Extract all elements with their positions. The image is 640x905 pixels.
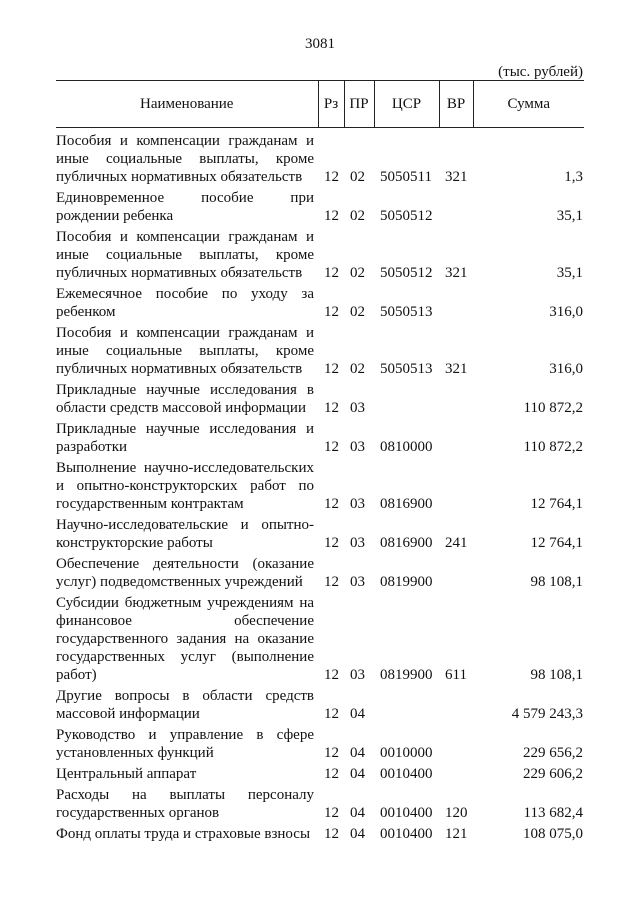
cell-sum: 35,1 <box>556 265 583 281</box>
cell-rz: 12 <box>324 745 339 761</box>
cell-pr: 04 <box>350 745 365 761</box>
cell-csr: 5050512 <box>380 265 433 281</box>
cell-pr: 03 <box>350 574 365 590</box>
cell-name: Пособия и компенсации гражданам и иные социальные выплаты, кроме публичных нормативных обязательств <box>56 133 314 185</box>
header-name: Наименование <box>56 81 318 128</box>
cell-pr: 04 <box>350 805 365 821</box>
cell-rz: 12 <box>324 400 339 416</box>
cell-csr: 0010400 <box>380 805 433 821</box>
cell-name: Центральный аппарат <box>56 766 197 782</box>
table-body <box>56 128 584 847</box>
cell-name: Обеспечение деятельности (оказание услуг) подведомственных учреждений <box>56 556 314 590</box>
cell-csr: 0816900 <box>380 496 433 512</box>
cell-name: Выполнение научно-исследовательских и опытно-конструкторских работ по государственным контрактам <box>56 460 314 512</box>
cell-vr: 611 <box>445 667 467 683</box>
table-row <box>56 189 584 228</box>
cell-sum: 12 764,1 <box>530 535 583 551</box>
cell-vr: 321 <box>445 265 468 281</box>
cell-vr: 120 <box>445 805 468 821</box>
cell-vr <box>439 381 473 420</box>
cell-name: Субсидии бюджетным учреждениям на финансовое обеспечение государственного задания на оказание государственных услуг (выполнение работ) <box>56 595 314 683</box>
cell-csr: 0010000 <box>380 745 433 761</box>
cell-vr: 321 <box>445 361 468 377</box>
cell-csr: 5050513 <box>380 304 433 320</box>
cell-name: Пособия и компенсации гражданам и иные социальные выплаты, кроме публичных нормативных обязательств <box>56 229 314 281</box>
header-pr: ПР <box>344 81 374 128</box>
cell-vr <box>439 555 473 594</box>
cell-sum: 229 656,2 <box>523 745 583 761</box>
cell-csr: 0010400 <box>380 766 433 782</box>
cell-pr: 04 <box>350 706 365 722</box>
cell-vr <box>439 687 473 726</box>
page-number: 3081 <box>305 36 335 52</box>
table-row <box>56 825 584 846</box>
cell-pr: 03 <box>350 667 365 683</box>
cell-csr <box>374 381 439 420</box>
cell-sum: 1,3 <box>564 169 583 185</box>
cell-csr: 5050513 <box>380 361 433 377</box>
cell-rz: 12 <box>324 169 339 185</box>
cell-vr <box>439 285 473 324</box>
cell-sum: 35,1 <box>556 208 583 224</box>
cell-rz: 12 <box>324 496 339 512</box>
cell-name: Другие вопросы в области средств массовой информации <box>56 688 314 722</box>
table-row <box>56 381 584 420</box>
table-row <box>56 128 584 190</box>
cell-sum: 110 872,2 <box>523 439 583 455</box>
header-vr: ВР <box>439 81 473 128</box>
cell-name: Прикладные научные исследования и разработки <box>56 421 314 455</box>
cell-vr <box>439 420 473 459</box>
cell-vr <box>439 189 473 228</box>
table-row <box>56 285 584 324</box>
cell-name: Расходы на выплаты персоналу государственных органов <box>56 787 314 821</box>
cell-vr <box>439 726 473 765</box>
cell-vr: 321 <box>445 169 468 185</box>
header-csr: ЦСР <box>374 81 439 128</box>
cell-sum: 98 108,1 <box>530 574 583 590</box>
cell-name: Фонд оплаты труда и страховые взносы <box>56 826 311 842</box>
cell-sum: 229 606,2 <box>523 766 583 782</box>
cell-rz: 12 <box>324 574 339 590</box>
cell-pr: 04 <box>350 766 365 782</box>
cell-pr: 02 <box>350 208 365 224</box>
cell-csr <box>374 687 439 726</box>
table-row <box>56 726 584 765</box>
cell-csr: 0810000 <box>380 439 433 455</box>
table-row <box>56 459 584 516</box>
cell-rz: 12 <box>324 439 339 455</box>
header-rz: Рз <box>318 81 344 128</box>
table-row <box>56 687 584 726</box>
cell-vr: 241 <box>445 535 468 551</box>
cell-pr: 03 <box>350 400 365 416</box>
cell-sum: 12 764,1 <box>530 496 583 512</box>
cell-csr: 0819900 <box>380 574 433 590</box>
cell-rz: 12 <box>324 766 339 782</box>
cell-pr: 02 <box>350 169 365 185</box>
cell-csr: 5050512 <box>380 208 433 224</box>
cell-csr: 0816900 <box>380 535 433 551</box>
cell-pr: 03 <box>350 496 365 512</box>
cell-vr: 121 <box>445 826 468 842</box>
cell-vr <box>439 459 473 516</box>
cell-pr: 03 <box>350 535 365 551</box>
cell-name: Прикладные научные исследования в области средств массовой информации <box>56 382 314 416</box>
cell-rz: 12 <box>324 535 339 551</box>
cell-rz: 12 <box>324 304 339 320</box>
cell-rz: 12 <box>324 706 339 722</box>
cell-sum: 316,0 <box>549 361 583 377</box>
cell-rz: 12 <box>324 826 339 842</box>
cell-pr: 03 <box>350 439 365 455</box>
cell-pr: 02 <box>350 304 365 320</box>
cell-csr: 0010400 <box>380 826 433 842</box>
cell-sum: 316,0 <box>549 304 583 320</box>
cell-name: Ежемесячное пособие по уходу за ребенком <box>56 286 314 320</box>
cell-sum: 108 075,0 <box>523 826 583 842</box>
units-label: (тыс. рублей) <box>498 64 583 80</box>
budget-table <box>56 80 584 846</box>
cell-rz: 12 <box>324 361 339 377</box>
cell-sum: 113 682,4 <box>523 805 583 821</box>
cell-pr: 02 <box>350 361 365 377</box>
table-row <box>56 765 584 786</box>
cell-name: Руководство и управление в сфере установленных функций <box>56 727 314 761</box>
cell-name: Единовременное пособие при рождении ребенка <box>56 190 314 224</box>
cell-pr: 02 <box>350 265 365 281</box>
cell-pr: 04 <box>350 826 365 842</box>
table-row <box>56 555 584 594</box>
cell-sum: 98 108,1 <box>530 667 583 683</box>
table-row <box>56 324 584 381</box>
table-header-row <box>56 81 584 128</box>
cell-sum: 110 872,2 <box>523 400 583 416</box>
cell-csr: 5050511 <box>380 169 432 185</box>
table-row <box>56 594 584 687</box>
cell-vr <box>439 765 473 786</box>
header-sum: Сумма <box>473 81 584 128</box>
table-row <box>56 420 584 459</box>
cell-csr: 0819900 <box>380 667 433 683</box>
cell-sum: 4 579 243,3 <box>511 706 583 722</box>
cell-name: Научно-исследовательские и опытно-конструкторские работы <box>56 517 314 551</box>
cell-rz: 12 <box>324 208 339 224</box>
cell-rz: 12 <box>324 265 339 281</box>
cell-rz: 12 <box>324 805 339 821</box>
table-row <box>56 228 584 285</box>
table-row <box>56 516 584 555</box>
cell-rz: 12 <box>324 667 339 683</box>
cell-name: Пособия и компенсации гражданам и иные социальные выплаты, кроме публичных нормативных обязательств <box>56 325 314 377</box>
table-row <box>56 786 584 825</box>
